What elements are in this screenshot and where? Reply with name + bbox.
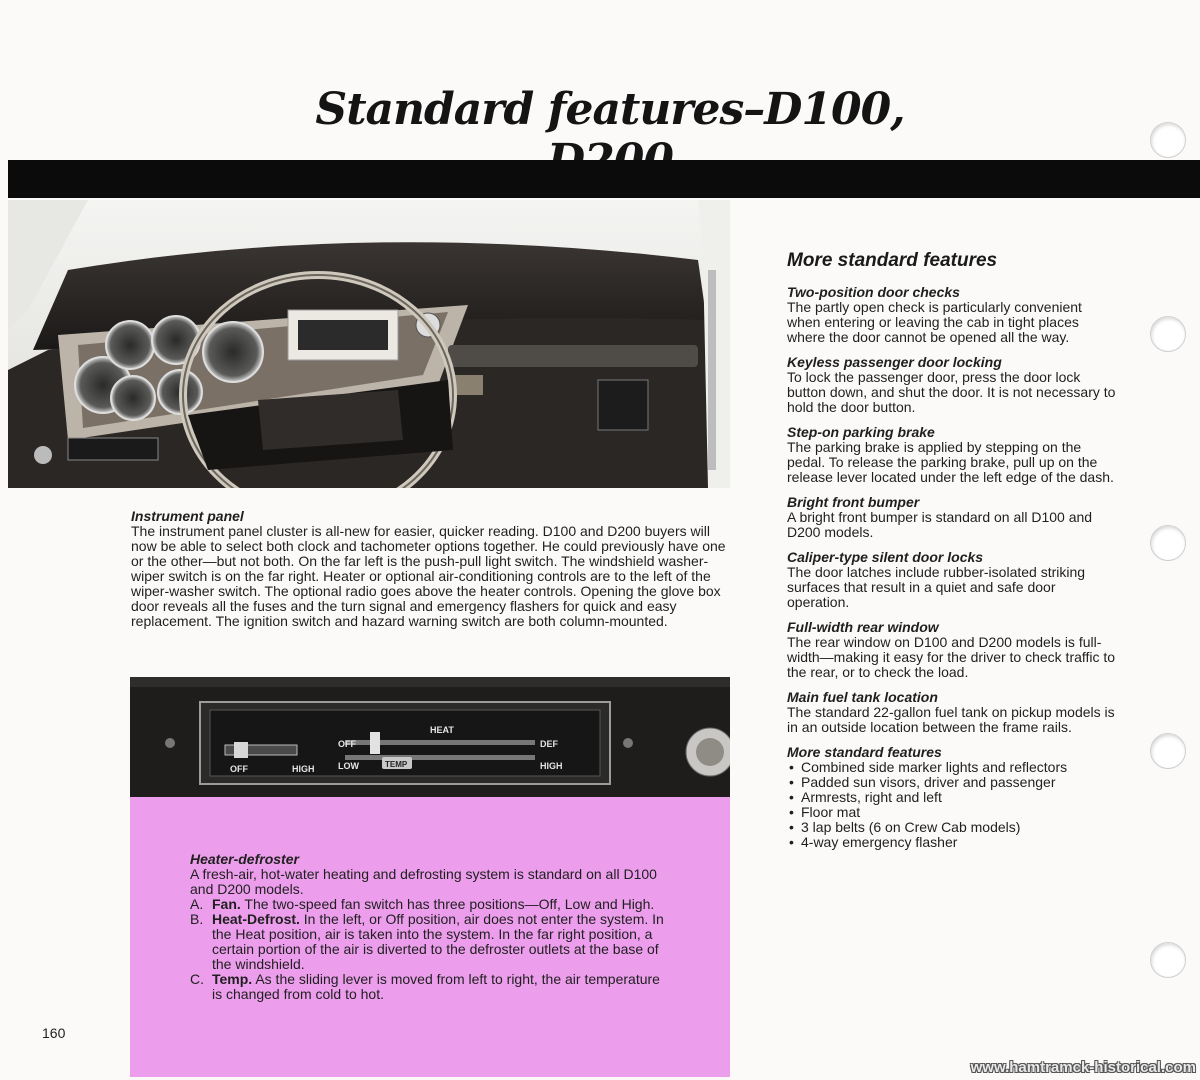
heater-label-off: OFF: [338, 739, 356, 749]
feature-text: The rear window on D100 and D200 models is full-width—making it easy for the driver to check traffic to the rear, or to check the load.: [787, 634, 1116, 680]
list-item: • Padded sun visors, driver and passenger: [787, 775, 1117, 790]
feature-block: [787, 424, 1117, 485]
feature-title: Caliper-type silent door locks: [787, 549, 984, 565]
dashboard-photo: [8, 200, 730, 488]
feature-text: The door latches include rubber-isolated striking surfaces that result in a quiet and safe door operation.: [787, 564, 1086, 610]
binder-hole: [1150, 316, 1186, 352]
feature-block: [787, 354, 1117, 415]
more-features-heading: More standard features: [787, 250, 998, 271]
heater-item: B. Heat-Defrost. In the left, or Off position, air does not enter the system. In the Heat position, air is taken into the system. In the far right position, a certain portion of the air is diverted to the defroster outlets at the base of the windshield.: [190, 911, 664, 972]
feature-text: A bright front bumper is standard on all D100 and D200 models.: [787, 509, 1093, 540]
heater-controls-photo: [130, 677, 730, 797]
instrument-panel-heading: Instrument panel: [131, 508, 244, 524]
watermark: www.hamtramck-historical.com: [970, 1059, 1196, 1076]
feature-list-block: [787, 744, 1117, 850]
feature-text: The partly open check is particularly convenient when entering or leaving the cab in tight places where the door cannot be opened all the way.: [787, 299, 1082, 345]
instrument-panel-body: The instrument panel cluster is all-new for easier, quicker reading. D100 and D200 buyers will now be able to select both clock and tachometer options together. He could previously have one or the other—but not both. On the far left is the push-pull light switch. The windshield washer-wiper switch is on the far right. Heater or optional air-conditioning controls are to the left of the wiper-washer switch. The optional radio goes above the heater controls. Opening the glove box door reveals all the fuses and the turn signal and emergency flashers for quick and easy replacement. The ignition switch and hazard warning switch are both column-mounted.: [131, 523, 726, 629]
feature-title: Main fuel tank location: [787, 689, 938, 705]
feature-title: Step-on parking brake: [787, 424, 935, 440]
fan-label-off: OFF: [230, 764, 248, 774]
feature-block: [787, 619, 1117, 680]
heater-item: A. Fan. The two-speed fan switch has three positions—Off, Low and High.: [190, 896, 655, 912]
heater-section: [190, 851, 670, 1002]
page-title: Standard features–D100,: [315, 84, 905, 135]
heater-label-heat: HEAT: [430, 725, 454, 735]
feature-title: Bright front bumper: [787, 494, 920, 510]
heater-label-def: DEF: [540, 739, 558, 749]
feature-block: [787, 549, 1117, 610]
list-item: • 3 lap belts (6 on Crew Cab models): [787, 820, 1117, 835]
heater-label-temp: TEMP: [385, 760, 408, 769]
heater-item: C. Temp. As the sliding lever is moved from left to right, the air temperature is changed from cold to hot.: [190, 971, 660, 1002]
feature-block: [787, 494, 1117, 540]
list-item: • Floor mat: [787, 805, 1117, 820]
heater-label-low: LOW: [338, 761, 359, 771]
feature-block: [787, 284, 1117, 345]
feature-text: To lock the passenger door, press the door lock button down, and shut the door. It is not necessary to hold the door button.: [787, 369, 1116, 415]
binder-hole: [1150, 525, 1186, 561]
feature-title: Keyless passenger door locking: [787, 354, 1002, 370]
feature-text: The standard 22-gallon fuel tank on pickup models is in an outside location between the frame rails.: [787, 704, 1115, 735]
heater-intro: A fresh-air, hot-water heating and defrosting system is standard on all D100 and D200 models.: [190, 866, 657, 897]
list-item: • Combined side marker lights and reflectors: [787, 760, 1117, 775]
more-features-column: [787, 250, 1117, 859]
binder-hole: [1150, 122, 1186, 158]
instrument-panel-section: [131, 508, 729, 629]
fan-label-high: HIGH: [292, 764, 315, 774]
heater-heading: Heater-defroster: [190, 851, 299, 867]
feature-title: Two-position door checks: [787, 284, 960, 300]
binder-hole: [1150, 942, 1186, 978]
feature-list-heading: More standard features: [787, 744, 942, 760]
list-item: • 4-way emergency flasher: [787, 835, 1117, 850]
page-number: 160: [42, 1025, 66, 1041]
list-item: • Armrests, right and left: [787, 790, 1117, 805]
feature-title: Full-width rear window: [787, 619, 939, 635]
binder-hole: [1150, 733, 1186, 769]
heater-label-high: HIGH: [540, 761, 563, 771]
feature-text: The parking brake is applied by stepping on the pedal. To release the parking brake, pull up on the release lever located under the left edge of the dash.: [787, 439, 1114, 485]
header-rule: [8, 160, 1200, 198]
feature-block: [787, 689, 1117, 735]
